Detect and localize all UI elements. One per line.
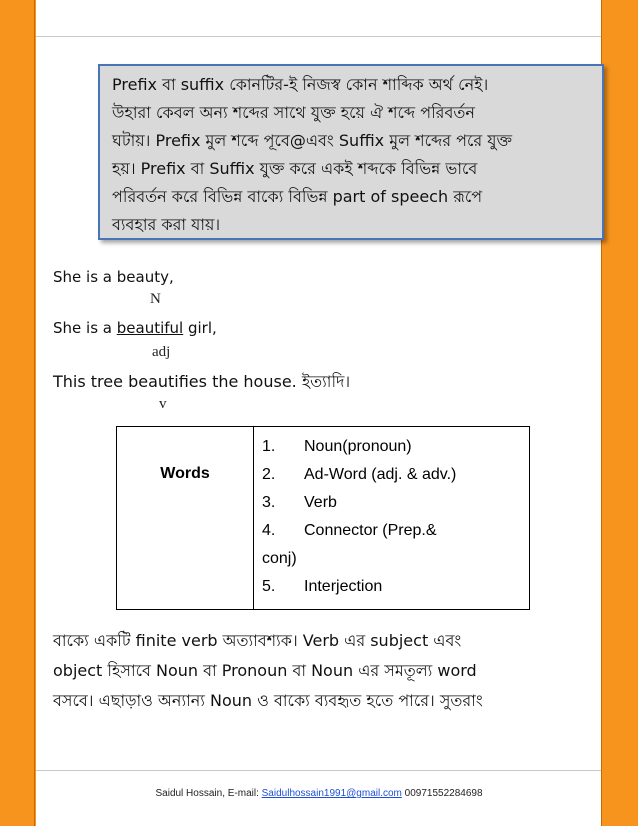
pos-tag-noun: N: [150, 291, 161, 307]
bottom-divider: [36, 770, 601, 771]
top-divider: [36, 36, 601, 37]
body-paragraph: [53, 626, 598, 716]
word-class-list: [262, 433, 524, 601]
list-number: 5.: [262, 578, 276, 595]
callout-line: ঘটায়। Prefix মুল শব্দে পূবে@এবং Suffix মুল শব্দের পরে যুক্ত: [112, 131, 513, 150]
callout-line: হয়। Prefix বা Suffix যুক্ত করে একই শব্দকে বিভিন্ন ভাবে: [112, 159, 478, 178]
paragraph-line: object হিসাবে Noun বা Pronoun বা Noun এর সমতূল্য word: [53, 661, 477, 680]
paragraph-line: বসবে। এছাড়াও অন্যান্য Noun ও বাক্যে ব্যবহৃত হতে পারে। সুতরাং: [53, 691, 483, 710]
example-word: beauty: [116, 268, 169, 286]
example-text: This tree: [53, 372, 129, 391]
example-text: the house. ইত্যাদি।: [206, 372, 351, 391]
list-number: 3.: [262, 494, 276, 511]
page-footer: [0, 788, 638, 799]
right-bar-edge: [601, 0, 638, 826]
example-sentence-2: [53, 319, 217, 337]
table-header-words: Words: [160, 465, 210, 482]
callout-line: Prefix বা suffix কোনটির-ই নিজস্ব কোন শাব্দিক অর্থ নেই।: [112, 75, 489, 94]
list-item: [262, 461, 524, 489]
table-column-divider: [253, 427, 254, 609]
list-text: Ad-Word (adj. & adv.): [304, 466, 457, 483]
pos-tag-verb: v: [159, 396, 167, 412]
paragraph-line: বাক্যে একটি finite verb অত্যাবশ্যক। Verb এর subject এবং: [53, 631, 462, 650]
example-text: girl,: [183, 319, 217, 337]
pos-tag-adjective: adj: [152, 344, 171, 360]
callout-line: পরিবর্তন করে বিভিন্ন বাক্যে বিভিন্ন part of speech রূপে: [112, 187, 483, 206]
list-text: Connector (Prep.&: [304, 522, 437, 539]
list-text: conj): [262, 550, 297, 567]
list-number: 2.: [262, 466, 276, 483]
words-table: [116, 426, 530, 610]
list-number: 1.: [262, 438, 276, 455]
footer-author: Saidul Hossain, E-mail:: [155, 788, 262, 799]
list-number: 4.: [262, 522, 276, 539]
footer-email-link[interactable]: Saidulhossain1991@gmail.com: [261, 788, 402, 799]
callout-line: ব্যবহার করা যায়।: [112, 215, 221, 234]
example-sentence-3: [53, 369, 350, 396]
example-text: She is a: [53, 268, 117, 286]
example-word: beautiful: [116, 319, 184, 337]
example-sentence-1: [53, 268, 174, 286]
list-item: [262, 517, 524, 545]
prefix-suffix-callout: [98, 64, 604, 240]
list-item: [262, 433, 524, 461]
left-bar-edge: [0, 0, 35, 826]
example-text: She is a: [53, 319, 117, 337]
list-text: Noun(pronoun): [304, 438, 412, 455]
list-item: [262, 573, 524, 601]
list-text: Interjection: [304, 578, 383, 595]
example-word: beautifies: [128, 372, 207, 391]
list-item: [262, 489, 524, 517]
list-text: Verb: [304, 494, 337, 511]
list-item-continuation: [262, 545, 524, 573]
footer-phone: 00971552284698: [401, 788, 483, 799]
example-text: ,: [168, 268, 174, 286]
callout-line: উহারা কেবল অন্য শব্দের সাথে যুক্ত হয়ে ঐ শব্দে পরিবর্তন: [112, 103, 475, 122]
